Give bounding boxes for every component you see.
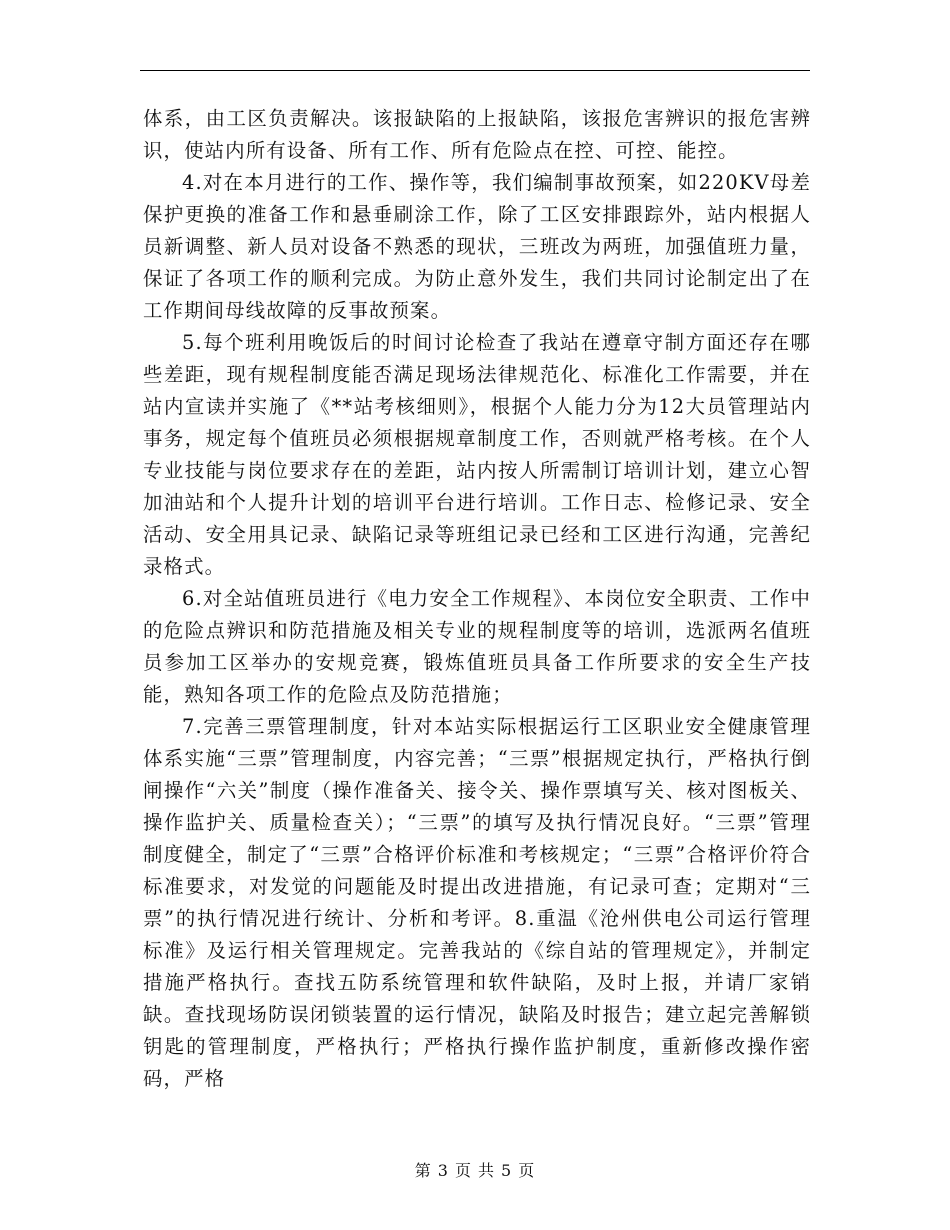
body-text xyxy=(143,103,811,1095)
paragraph-item-5: 5.每个班利用晚饭后的时间讨论检查了我站在遵章守制方面还存在哪些差距，现有规程制度能否满足现场法律规范化、标准化工作需要，并在站内宣读并实施了《**站考核细则》，根据个人能力分为12大员管理站内事务，规定每个值班员必须根据规章制度工作，否则就严格考核。在个人专业技能与岗位要求存在的差距，站内按人所需制订培训计划，建立心智加油站和个人提升计划的培训平台进行培训。工作日志、检修记录、安全活动、安全用具记录、缺陷记录等班组记录已经和工区进行沟通，完善纪录格式。 xyxy=(143,331,811,578)
header-rule xyxy=(140,70,810,71)
footer-total-prefix: 共 xyxy=(478,1161,496,1180)
footer-total-unit: 页 xyxy=(518,1161,536,1180)
footer-prefix: 第 xyxy=(414,1161,432,1180)
paragraph-item-4: 4.对在本月进行的工作、操作等，我们编制事故预案，如220KV母差保护更换的准备工作和悬垂刷涂工作，除了工区安排跟踪外，站内根据人员新调整、新人员对设备不熟悉的现状，三班改为两班，加强值班力量，保证了各项工作的顺利完成。为防止意外发生，我们共同讨论制定出了在工作期间母线故障的反事故预案。 xyxy=(143,171,811,322)
footer-page-unit: 页 xyxy=(454,1161,472,1180)
paragraph-item-6: 6.对全站值班员进行《电力安全工作规程》、本岗位安全职责、工作中的危险点辨识和防范措施及相关专业的规程制度等的培训，选派两名值班员参加工区举办的安规竞赛，锻炼值班员具备工作所要求的安全生产技能，熟知各项工作的危险点及防范措施； xyxy=(143,587,811,706)
page-footer xyxy=(0,1158,950,1181)
footer-page-number: 3 xyxy=(437,1161,449,1180)
paragraph-item-7: 7.完善三票管理制度，针对本站实际根据运行工区职业安全健康管理体系实施“三票”管理制度，内容完善；“三票”根据规定执行，严格执行倒闸操作“六关”制度（操作准备关、接令关、操作票填写关、核对图板关、操作监护关、质量检查关）；“三票”的填写及执行情况良好。“三票”管理制度健全，制定了“三票”合格评价标准和考核规定；“三票”合格评价符合标准要求，对发觉的问题能及时提出改进措施，有记录可查；定期对“三票”的执行情况进行统计、分析和考评。8.重温《沧州供电公司运行管理标准》及运行相关管理规定。完善我站的《综自站的管理规定》，并制定措施严格执行。查找五防系统管理和软件缺陷，及时上报，并请厂家销缺。查找现场防误闭锁装置的运行情况，缺陷及时报告；建立起完善解锁钥匙的管理制度，严格执行；严格执行操作监护制度，重新修改操作密码，严格 xyxy=(143,715,811,1090)
paragraph-continuation: 体系，由工区负责解决。该报缺陷的上报缺陷，该报危害辨识的报危害辨识，使站内所有设备、所有工作、所有危险点在控、可控、能控。 xyxy=(143,107,811,162)
footer-total-pages: 5 xyxy=(501,1161,513,1180)
